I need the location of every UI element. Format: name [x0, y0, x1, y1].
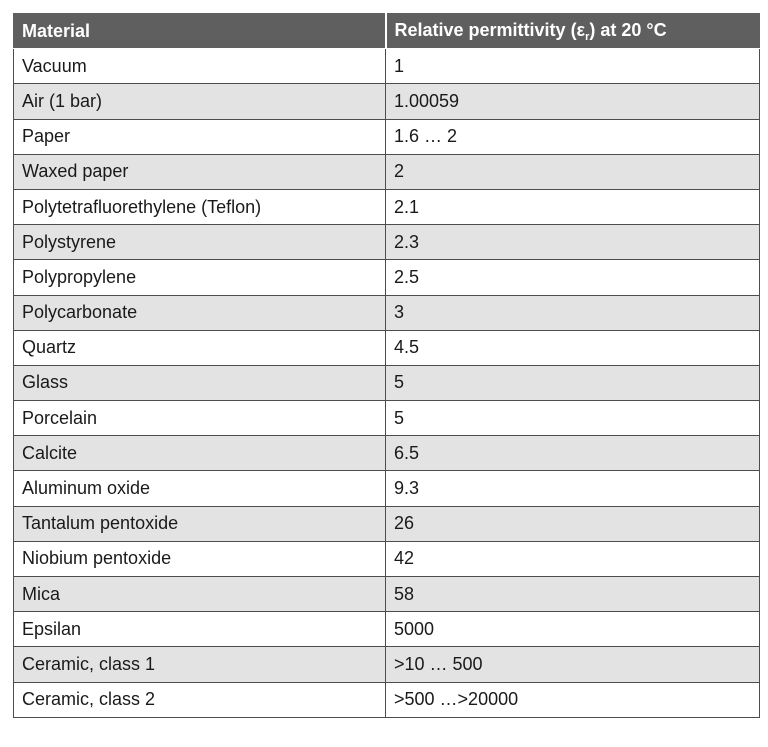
material-cell: Mica	[14, 577, 386, 612]
table-row	[14, 682, 760, 717]
permittivity-table	[13, 13, 760, 718]
permittivity-cell: 3	[386, 295, 760, 330]
table-row	[14, 365, 760, 400]
header-permittivity-prefix: Relative permittivity (ε	[394, 19, 586, 40]
material-cell: Glass	[14, 365, 386, 400]
permittivity-cell: 5	[386, 401, 760, 436]
table-row	[14, 119, 760, 154]
permittivity-cell: 9.3	[386, 471, 760, 506]
permittivity-cell: 2.1	[386, 189, 760, 224]
permittivity-cell: 1.00059	[386, 84, 760, 119]
table-row	[14, 189, 760, 224]
table-row	[14, 49, 760, 84]
permittivity-cell: 26	[386, 506, 760, 541]
table-row	[14, 330, 760, 365]
table-row	[14, 154, 760, 189]
permittivity-cell: 2	[386, 154, 760, 189]
table-row	[14, 541, 760, 576]
table-row	[14, 647, 760, 682]
material-cell: Polytetrafluorethylene (Teflon)	[14, 189, 386, 224]
table-row	[14, 295, 760, 330]
table-row	[14, 401, 760, 436]
material-cell: Polypropylene	[14, 260, 386, 295]
material-cell: Polystyrene	[14, 225, 386, 260]
material-cell: Polycarbonate	[14, 295, 386, 330]
table-row	[14, 471, 760, 506]
material-cell: Air (1 bar)	[14, 84, 386, 119]
table-row	[14, 225, 760, 260]
permittivity-cell: 2.5	[386, 260, 760, 295]
material-cell: Paper	[14, 119, 386, 154]
header-material: Material	[14, 14, 386, 49]
material-cell: Ceramic, class 2	[14, 682, 386, 717]
table-row	[14, 506, 760, 541]
permittivity-cell: 5000	[386, 612, 760, 647]
permittivity-cell: 42	[386, 541, 760, 576]
material-cell: Epsilan	[14, 612, 386, 647]
table-row	[14, 436, 760, 471]
material-cell: Tantalum pentoxide	[14, 506, 386, 541]
material-cell: Ceramic, class 1	[14, 647, 386, 682]
header-permittivity-subscript: r	[585, 30, 590, 43]
table-row	[14, 612, 760, 647]
header-row	[14, 14, 760, 49]
permittivity-cell: 58	[386, 577, 760, 612]
material-cell: Vacuum	[14, 49, 386, 84]
table-header	[14, 14, 760, 49]
table-row	[14, 84, 760, 119]
permittivity-cell: 4.5	[386, 330, 760, 365]
table-row	[14, 260, 760, 295]
permittivity-cell: >500 …>20000	[386, 682, 760, 717]
material-cell: Calcite	[14, 436, 386, 471]
permittivity-cell: 2.3	[386, 225, 760, 260]
material-cell: Aluminum oxide	[14, 471, 386, 506]
permittivity-table-container	[13, 13, 759, 718]
permittivity-cell: 1	[386, 49, 760, 84]
permittivity-cell: 1.6 … 2	[386, 119, 760, 154]
table-body	[14, 49, 760, 718]
material-cell: Niobium pentoxide	[14, 541, 386, 576]
header-permittivity-suffix: ) at 20 °C	[589, 19, 667, 40]
material-cell: Quartz	[14, 330, 386, 365]
permittivity-cell: 5	[386, 365, 760, 400]
material-cell: Porcelain	[14, 401, 386, 436]
header-permittivity	[386, 14, 760, 49]
permittivity-cell: >10 … 500	[386, 647, 760, 682]
material-cell: Waxed paper	[14, 154, 386, 189]
table-row	[14, 577, 760, 612]
permittivity-cell: 6.5	[386, 436, 760, 471]
